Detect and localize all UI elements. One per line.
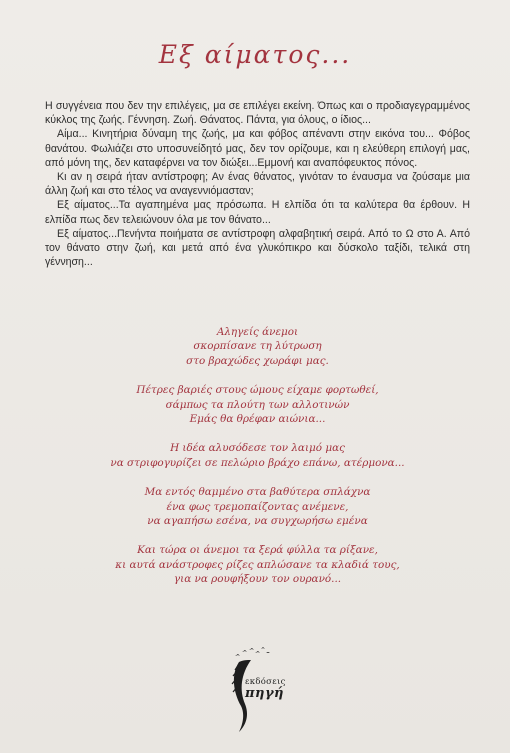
blurb-text <box>45 99 470 269</box>
poem-line: Αληγείς άνεμοι <box>216 326 299 338</box>
publisher-name-top: εκδόσεις <box>245 677 286 687</box>
poem-stanza <box>45 383 470 426</box>
poem-line: για να ρουφήξουν τον ουρανό... <box>173 573 342 586</box>
poem-stanza <box>45 441 470 470</box>
publisher-name-bottom: πηγή <box>245 686 285 701</box>
publisher-logo <box>225 640 295 735</box>
poem-line: στο βραχώδες χωράφι μας. <box>186 354 329 367</box>
poem-stanza <box>45 325 470 368</box>
poem-line: κι αυτά ανάστροφες ρίζες απλώσανε τα κλαδιά τους, <box>115 558 400 571</box>
poem-line: ένα φως τρεμοπαίζοντας ανέμενε, <box>166 500 349 513</box>
poem-excerpt <box>45 325 470 602</box>
poem-stanza <box>45 543 470 586</box>
blurb-paragraph: Αίμα... Κινητήρια δύναμη της ζωής, μα και φόβος απέναντι στην εικόνα του... Φόβος θανάτου. Φωλιάζει στο υποσυνείδητό μας, δεν τον ορίζουμε, και η ελεύθερη επιλογή μας, από μόνη της, δεν καταφέρνει να τον διώξει...Εμμονή και αναπόφευκτος πόνος. <box>45 128 470 169</box>
poem-line: να αγαπήσω εσένα, να συγχωρήσω εμένα <box>147 515 368 528</box>
blurb-paragraph: Εξ αίματος...Τα αγαπημένα μας πρόσωπα. Η ελπίδα ότι τα καλύτερα θα έρθουν. Η ελπίδα πως δεν τελειώνουν όλα με τον θάνατο... <box>45 199 470 226</box>
poem-line: να στριφογυρίζει σε πελώριο βράχο επάνω, ατέρμονα... <box>110 456 405 469</box>
blurb-paragraph: Εξ αίματος...Πενήντα ποιήματα σε αντίστροφη αλφαβητική σειρά. Από το Ω στο Α. Από τον θάνατο στην ζωή, και μετά από ένα γλυκόπικρο και δύσκολο ταξίδι, τελικά στη γέννηση... <box>45 227 470 269</box>
poem-line: σκορπίσανε τη λύτρωση <box>193 340 322 353</box>
poem-line: Εμάς θα θρέφαν αιώνια... <box>189 413 326 426</box>
poem-stanza <box>45 485 470 528</box>
poem-line: Μα εντός θαμμένο στα βαθύτερα σπλάχνα <box>144 486 371 499</box>
book-title: Εξ αίματος... <box>158 40 352 69</box>
poem-line: Η ιδέα αλυσόδεσε τον λαιμό μας <box>170 442 345 455</box>
poem-line: Και τώρα οι άνεμοι τα ξερά φύλλα τα ρίξανε, <box>137 544 378 557</box>
blurb-paragraph: Η συγγένεια που δεν την επιλέγεις, μα σε επιλέγει εκείνη. Όπως και ο προδιαγεγραμμένος κύκλος της ζωής. Γέννηση. Ζωή. Θάνατος. Πάντα, για όλους, ο ίδιος... <box>45 100 470 127</box>
blurb-paragraph: Κι αν η σειρά ήταν αντίστροφη; Αν ένας θάνατος, γινόταν το έναυσμα να ζούσαμε μια άλλη ζωή και στο τέλος να αναγεννιόμασταν; <box>45 171 470 198</box>
poem-line: σάμπως τα πλούτη των αλλοτινών <box>165 398 350 411</box>
poem-line: Πέτρες βαριές στους ώμους είχαμε φορτωθεί, <box>136 384 379 397</box>
